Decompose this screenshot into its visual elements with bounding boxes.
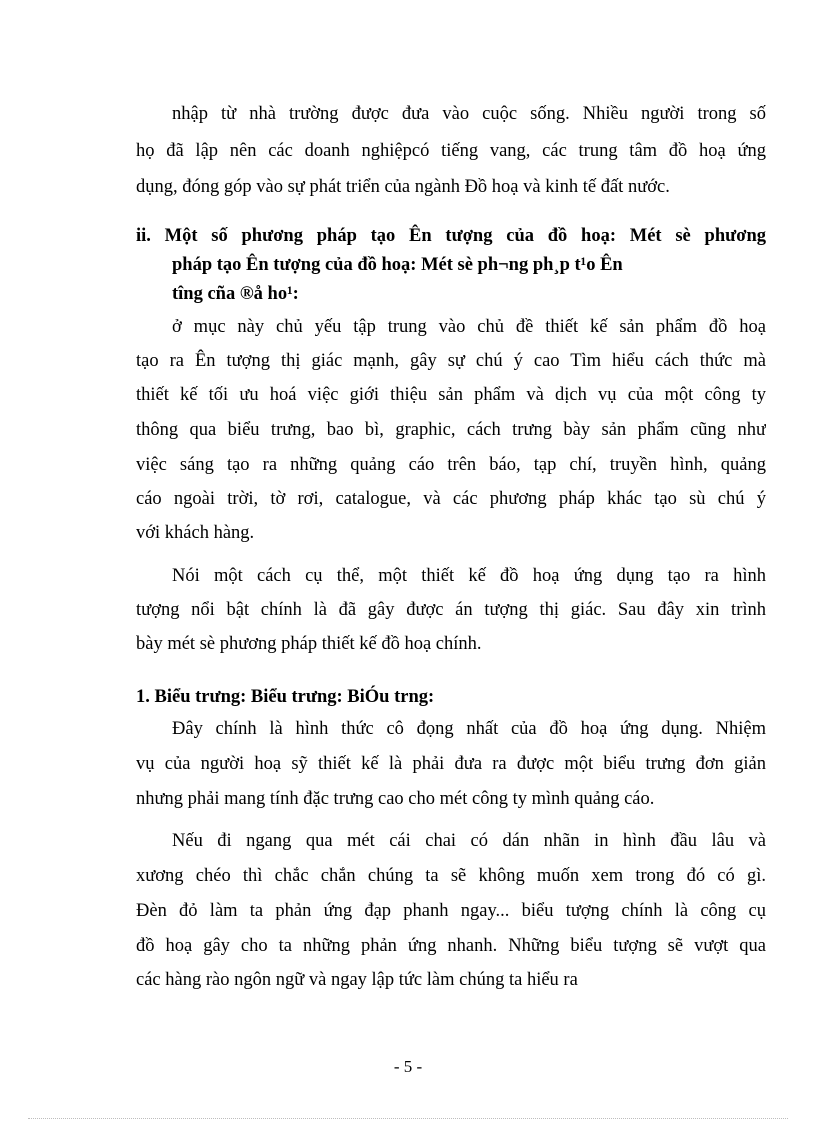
body-text-line: bày mét sè phương pháp thiết kế đồ hoạ chính. — [136, 634, 482, 654]
section-heading-ii-cont: pháp tạo Ên tượng của đồ hoạ: Mét sè ph¬ng ph¸p t¹o Ên — [172, 255, 623, 275]
section-heading-1: 1. Biểu trưng: Biểu trưng: BiÓu trng: — [136, 687, 435, 707]
body-text-line: tạo ra Ên tượng thị giác mạnh, gây sự chú ý cao Tìm hiểu cách thức mà — [136, 351, 766, 371]
body-text-line: ở mục này chủ yếu tập trung vào chủ đề thiết kế sản phẩm đồ hoạ — [172, 317, 766, 337]
body-text-line: Đây chính là hình thức cô đọng nhất của đồ hoạ ứng dụng. Nhiệm — [172, 719, 766, 739]
body-text-line: việc sáng tạo ra những quảng cáo trên báo, tạp chí, truyền hình, quảng — [136, 455, 766, 475]
body-text-line: Đèn đỏ làm ta phản ứng đạp phanh ngay... biểu tượng chính là công cụ — [136, 901, 766, 921]
page-boundary-divider — [28, 1118, 788, 1119]
body-text-line: với khách hàng. — [136, 523, 255, 543]
body-text-line: đồ hoạ gây cho ta những phản ứng nhanh. Những biểu tượng sẽ vượt qua — [136, 936, 766, 956]
section-heading-ii: ii. Một số phương pháp tạo Ên tượng của đồ hoạ: Mét sè phương — [136, 226, 766, 246]
section-heading-ii-cont: tîng cña ®å ho¹: — [172, 284, 299, 304]
body-text-line: Nói một cách cụ thể, một thiết kế đồ hoạ ứng dụng tạo ra hình — [172, 566, 766, 586]
body-text-line: dụng, đóng góp vào sự phát triển của ngành Đồ hoạ và kinh tế đất nước. — [136, 177, 670, 197]
body-text-line: thông qua biểu trưng, bao bì, graphic, cách trưng bày sản phẩm cũng như — [136, 420, 766, 440]
body-text-line: thiết kế tối ưu hoá việc giới thiệu sản phẩm và dịch vụ của một công ty — [136, 385, 766, 405]
body-text-line: cáo ngoài trời, tờ rơi, catalogue, và các phương pháp khác tạo sù chú ý — [136, 489, 766, 509]
body-text-line: các hàng rào ngôn ngữ và ngay lập tức làm chúng ta hiểu ra — [136, 970, 578, 990]
page-number: - 5 - — [393, 1057, 423, 1076]
body-text-line: Nếu đi ngang qua mét cái chai có dán nhãn in hình đầu lâu và — [172, 831, 766, 851]
body-text-line: họ đã lập nên các doanh nghiệpcó tiếng vang, các trung tâm đồ hoạ ứng — [136, 141, 766, 161]
body-text-line: xương chéo thì chắc chắn chúng ta sẽ không muốn xem trong đó có gì. — [136, 866, 766, 886]
body-text-line: vụ của người hoạ sỹ thiết kế là phải đưa ra được một biểu trưng đơn giản — [136, 754, 766, 774]
body-text-line: nhập từ nhà trường được đưa vào cuộc sống. Nhiều người trong số — [172, 104, 766, 124]
body-text-line: nhưng phải mang tính đặc trưng cao cho mét công ty mình quảng cáo. — [136, 789, 655, 809]
body-text-line: tượng nổi bật chính là đã gây được án tượng thị giác. Sau đây xin trình — [136, 600, 766, 620]
